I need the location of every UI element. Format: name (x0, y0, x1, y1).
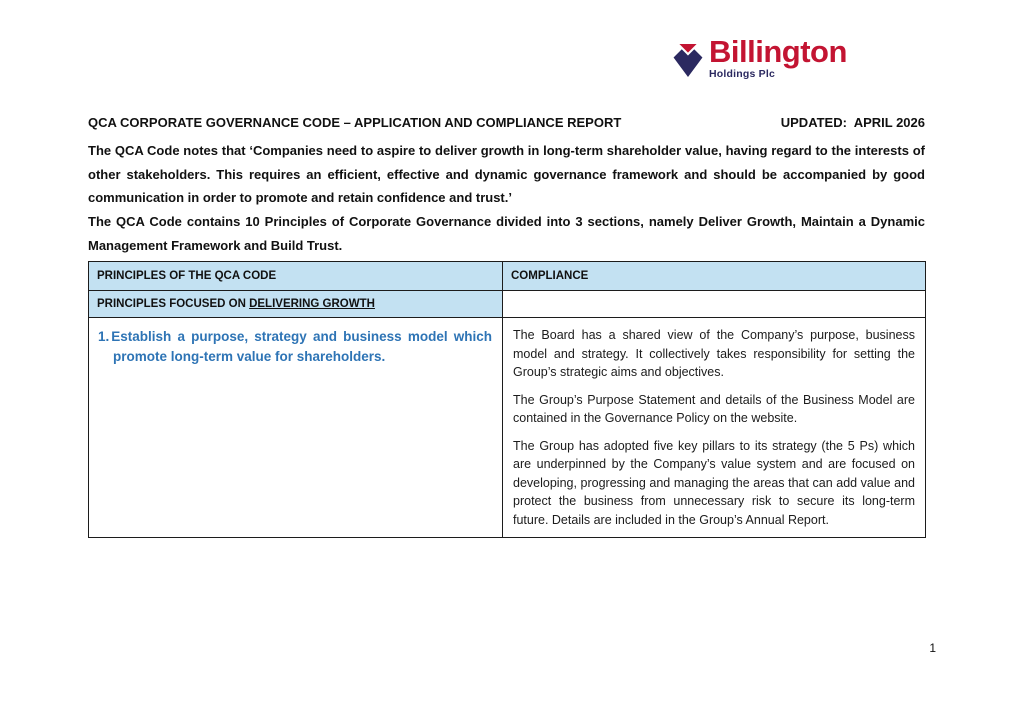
governance-table (88, 261, 926, 538)
principle-cell (89, 318, 503, 538)
principle-body: Establish a purpose, strategy and business model which promote long-term value for shareholders. (111, 329, 492, 364)
principle-number: 1. (98, 329, 110, 344)
compliance-paragraph: The Board has a shared view of the Company’s purpose, business model and strategy. It collectively takes responsibility for setting the Group’s strategic aims and objectives. (513, 328, 915, 379)
page-number: 1 (929, 641, 936, 655)
column-header-compliance: COMPLIANCE (503, 262, 926, 291)
column-header-principles: PRINCIPLES OF THE QCA CODE (89, 262, 503, 291)
compliance-cell (503, 318, 926, 538)
compliance-paragraph: The Group’s Purpose Statement and details of the Business Model are contained in the Governance Policy on the website. (513, 392, 915, 425)
section-title-prefix: PRINCIPLES FOCUSED ON (97, 298, 250, 310)
logo-subtitle: Holdings Plc (709, 68, 775, 80)
section-empty-cell (503, 291, 926, 318)
document-title: QCA CORPORATE GOVERNANCE CODE – APPLICATION AND COMPLIANCE REPORT (88, 115, 622, 130)
section-title-underlined: DELIVERING GROWTH (249, 298, 375, 310)
logo-wordmark: Billington (709, 34, 847, 69)
billington-logo (671, 34, 847, 81)
billington-diamond-icon (671, 39, 705, 81)
section-title-cell (89, 291, 503, 318)
logo-text (709, 34, 847, 80)
principle-text (98, 327, 492, 367)
updated-date-label: UPDATED: APRIL 2026 (780, 115, 925, 130)
table-row (89, 318, 926, 538)
intro-paragraph-2: The QCA Code contains 10 Principles of Corporate Governance divided into 3 sections, namely Deliver Growth, Maintain a Dynamic Management Framework and Build Trust. (88, 214, 925, 253)
document-title-row (88, 115, 925, 130)
table-header-row (89, 262, 926, 291)
compliance-paragraph: The Group has adopted five key pillars to its strategy (the 5 Ps) which are underpinned by the Company’s value system and are focused on developing, progressing and managing the areas that can add value and protect the business from unnecessary risk to secure its long-term future. Details are included in the Group’s Annual Report. (513, 438, 915, 527)
intro-paragraph-1: The QCA Code notes that ‘Companies need to aspire to deliver growth in long-term shareholder value, having regard to the interests of other stakeholders. This requires an efficient, effective and dynamic governance framework and should be accompanied by good communication in order to promote and retain confidence and trust.’ (88, 143, 925, 205)
table-section-row (89, 291, 926, 318)
